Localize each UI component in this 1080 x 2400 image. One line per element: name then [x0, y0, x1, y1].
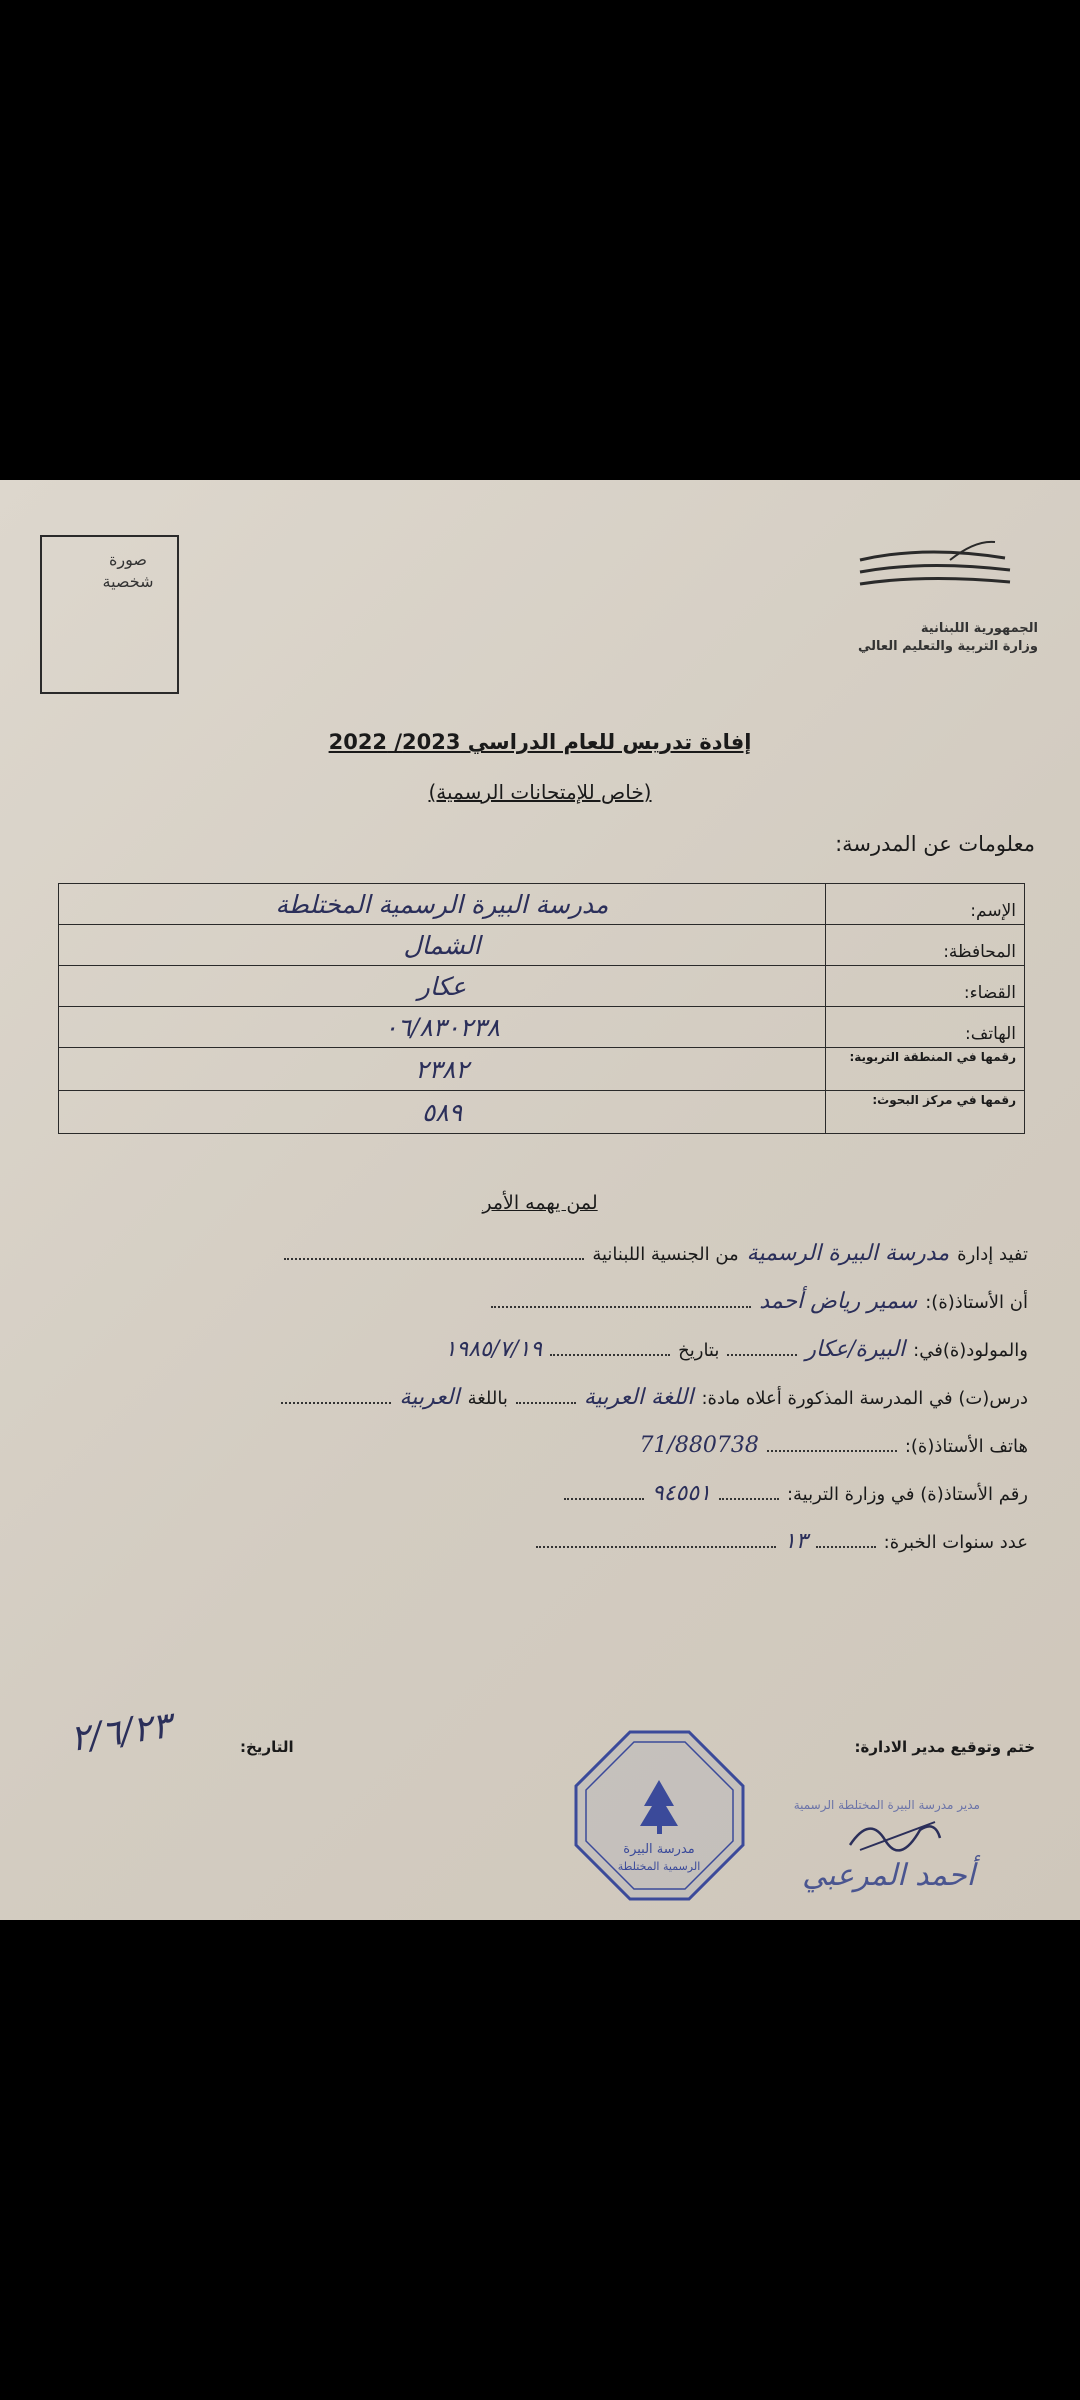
dotted-line — [816, 1528, 876, 1548]
to-whom-it-may-concern: لمن يهمه الأمر — [482, 1192, 598, 1214]
dotted-line — [719, 1480, 779, 1500]
dotted-line — [281, 1384, 391, 1404]
birthplace-fill: البيرة/عكار — [805, 1337, 906, 1362]
statement-line-2 — [491, 1288, 1028, 1314]
photo-label: صورة شخصية — [102, 550, 154, 591]
table-row — [59, 1091, 1025, 1134]
statement-text: عدد سنوات الخبرة: — [883, 1532, 1028, 1553]
document-title: إفادة تدريس للعام الدراسي 2023/ 2022 — [328, 730, 752, 754]
document-page — [0, 480, 1080, 1920]
statement-text: والمولود(ة)في: — [913, 1340, 1028, 1361]
field-value: ٥٨٩ — [59, 1091, 826, 1134]
statement-text: أن الأستاذ(ة): — [925, 1292, 1028, 1313]
field-label: رقمها في مركز البحوث: — [826, 1091, 1025, 1134]
handwritten-date: ٢/٦/٢٣ — [67, 1705, 174, 1760]
seal-text-bottom: الرسمية المختلطة — [617, 1860, 701, 1873]
statement-text: تفيد إدارة — [957, 1244, 1028, 1265]
ministry-logo-icon — [855, 540, 1015, 595]
field-value: الشمال — [59, 925, 826, 966]
statement-line-1 — [284, 1240, 1028, 1266]
field-label: المحافظة: — [826, 925, 1025, 966]
signature-icon — [840, 1810, 950, 1860]
dotted-line — [491, 1288, 751, 1308]
document-subtitle: (خاص للإمتحانات الرسمية) — [428, 780, 652, 804]
experience-years-fill: ١٣ — [783, 1529, 808, 1554]
stamp-signature-label: ختم وتوقيع مدير الادارة: — [854, 1738, 1035, 1756]
school-seal-icon — [572, 1728, 747, 1903]
field-label: رقمها في المنطقة التربوية: — [826, 1048, 1025, 1091]
ministry-name — [858, 620, 1038, 656]
statement-text: درس(ت) في المدرسة المذكورة أعلاه مادة: — [701, 1388, 1028, 1409]
table-row — [59, 966, 1025, 1007]
dotted-line — [564, 1480, 644, 1500]
table-row — [59, 1048, 1025, 1091]
birthdate-fill: ١٩٨٥/٧/١٩ — [444, 1337, 543, 1362]
statement-line-7 — [536, 1528, 1028, 1554]
statement-line-5 — [639, 1432, 1028, 1458]
signer-name: أحمد المرعبي — [802, 1858, 975, 1893]
subject-fill: اللغة العربية — [583, 1385, 694, 1410]
principal-stamp: مدير مدرسة البيرة المختلطة الرسمية — [793, 1798, 980, 1812]
field-value: ٠٦/٨٣٠٢٣٨ — [59, 1007, 826, 1048]
statement-text: باللغة — [467, 1388, 508, 1409]
field-value: عكار — [59, 966, 826, 1007]
school-info-table — [58, 883, 1025, 1134]
seal-text-top: مدرسة البيرة — [623, 1842, 695, 1857]
language-fill: العربية — [399, 1385, 460, 1410]
statement-text: من الجنسية اللبنانية — [592, 1244, 739, 1265]
field-value: ٢٣٨٢ — [59, 1048, 826, 1091]
statement-text: رقم الأستاذ(ة) في وزارة التربية: — [786, 1484, 1028, 1505]
field-label: الإسم: — [826, 884, 1025, 925]
statement-text: بتاريخ — [678, 1340, 720, 1361]
teacher-phone-fill: 71/880738 — [639, 1433, 759, 1458]
statement-line-4 — [281, 1384, 1028, 1410]
table-row — [59, 925, 1025, 966]
ministry-number-fill: ٩٤٥٥١ — [651, 1481, 711, 1506]
table-row — [59, 1007, 1025, 1048]
field-label: الهاتف: — [826, 1007, 1025, 1048]
dotted-line — [536, 1528, 776, 1548]
dotted-line — [727, 1336, 797, 1356]
date-label: التاريخ: — [240, 1738, 294, 1756]
dotted-line — [767, 1432, 897, 1452]
table-row — [59, 884, 1025, 925]
teacher-name-fill: سمير رياض أحمد — [759, 1289, 918, 1314]
dotted-line — [284, 1240, 584, 1260]
field-value: مدرسة البيرة الرسمية المختلطة — [59, 884, 826, 925]
ministry-line-1: الجمهورية اللبنانية — [920, 621, 1038, 636]
statement-line-6 — [564, 1480, 1028, 1506]
statement-line-3 — [445, 1336, 1028, 1362]
statement-text: هاتف الأستاذ(ة): — [904, 1436, 1028, 1457]
ministry-line-2: وزارة التربية والتعليم العالي — [857, 639, 1038, 654]
field-label: القضاء: — [826, 966, 1025, 1007]
section-heading: معلومات عن المدرسة: — [835, 832, 1035, 856]
dotted-line — [516, 1384, 576, 1404]
school-name-fill: مدرسة البيرة الرسمية — [746, 1241, 950, 1266]
photo-placeholder — [40, 535, 179, 694]
dotted-line — [550, 1336, 670, 1356]
